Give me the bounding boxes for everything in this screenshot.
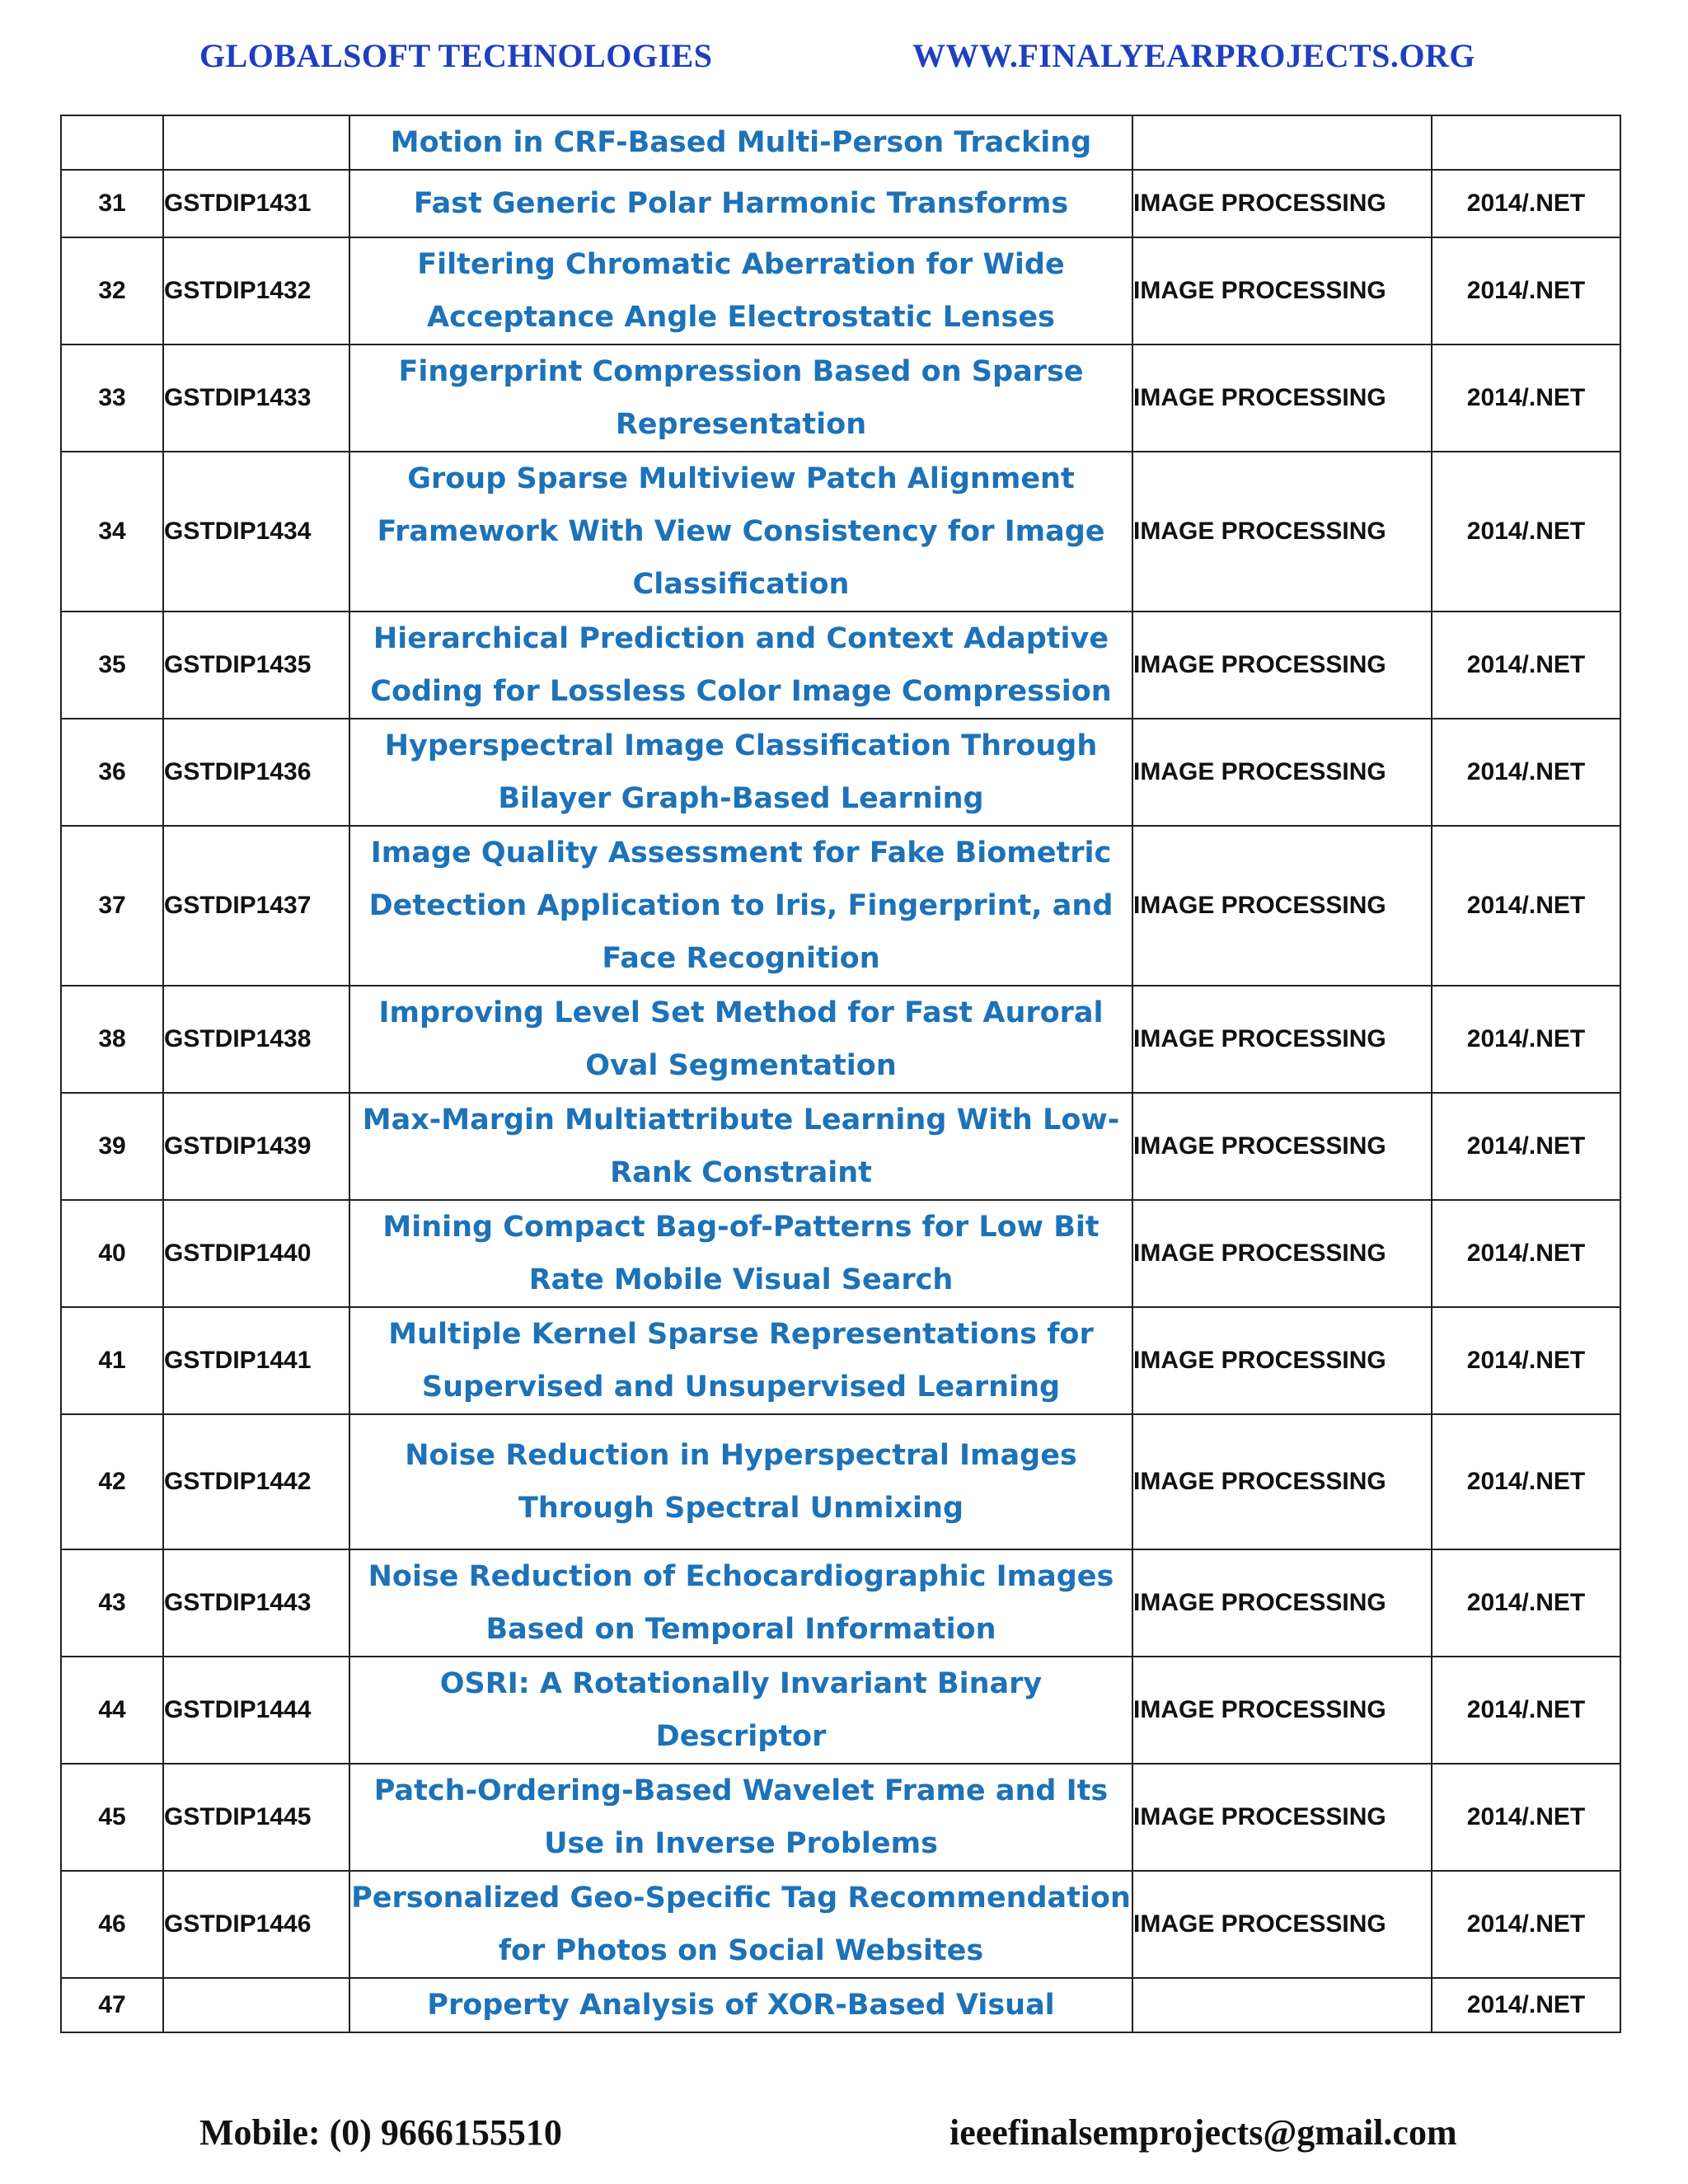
project-domain: IMAGE PROCESSING: [1132, 1549, 1432, 1657]
projects-table-body: [61, 115, 1620, 2032]
project-title[interactable]: Mining Compact Bag-of-Patterns for Low Bit Rate Mobile Visual Search: [349, 1200, 1132, 1307]
row-number: 31: [61, 170, 163, 237]
table-row: [61, 1414, 1620, 1549]
project-domain: IMAGE PROCESSING: [1132, 452, 1432, 612]
table-row: [61, 612, 1620, 719]
row-number: 33: [61, 344, 163, 452]
project-year: 2014/.NET: [1432, 1414, 1620, 1549]
table-row: [61, 1764, 1620, 1871]
project-code: GSTDIP1439: [163, 1093, 349, 1200]
table-row: [61, 237, 1620, 344]
project-domain: IMAGE PROCESSING: [1132, 344, 1432, 452]
project-title[interactable]: Hyperspectral Image Classification Through Bilayer Graph-Based Learning: [349, 719, 1132, 826]
project-title[interactable]: Noise Reduction of Echocardiographic Images Based on Temporal Information: [349, 1549, 1132, 1657]
table-row: [61, 1549, 1620, 1657]
project-year: 2014/.NET: [1432, 826, 1620, 986]
row-number: 35: [61, 612, 163, 719]
project-title[interactable]: Fast Generic Polar Harmonic Transforms: [349, 170, 1132, 237]
project-code: GSTDIP1443: [163, 1549, 349, 1657]
project-year: 2014/.NET: [1432, 1764, 1620, 1871]
project-year: 2014/.NET: [1432, 1871, 1620, 1978]
project-domain: IMAGE PROCESSING: [1132, 1764, 1432, 1871]
page-footer: [0, 2111, 1688, 2161]
project-year: 2014/.NET: [1432, 1657, 1620, 1764]
project-code: GSTDIP1441: [163, 1307, 349, 1414]
project-year: 2014/.NET: [1432, 1307, 1620, 1414]
email-address[interactable]: ieeefinalsemprojects@gmail.com: [950, 2112, 1457, 2153]
project-title[interactable]: Image Quality Assessment for Fake Biometric Detection Application to Iris, Fingerprint, and Face Recognition: [349, 826, 1132, 986]
project-year: [1432, 115, 1620, 170]
row-number: 43: [61, 1549, 163, 1657]
project-year: 2014/.NET: [1432, 612, 1620, 719]
row-number: 37: [61, 826, 163, 986]
row-number: [61, 115, 163, 170]
project-year: 2014/.NET: [1432, 1549, 1620, 1657]
project-code: GSTDIP1435: [163, 612, 349, 719]
project-title[interactable]: Patch-Ordering-Based Wavelet Frame and Its Use in Inverse Problems: [349, 1764, 1132, 1871]
project-title[interactable]: Group Sparse Multiview Patch Alignment Framework With View Consistency for Image Classification: [349, 452, 1132, 612]
table-row: [61, 344, 1620, 452]
project-domain: IMAGE PROCESSING: [1132, 1200, 1432, 1307]
row-number: 38: [61, 986, 163, 1093]
row-number: 32: [61, 237, 163, 344]
project-domain: IMAGE PROCESSING: [1132, 719, 1432, 826]
project-domain: IMAGE PROCESSING: [1132, 170, 1432, 237]
project-code: GSTDIP1440: [163, 1200, 349, 1307]
project-code: GSTDIP1434: [163, 452, 349, 612]
website-link[interactable]: WWW.FINALYEARPROJECTS.ORG: [912, 37, 1475, 74]
table-row: [61, 986, 1620, 1093]
row-number: 46: [61, 1871, 163, 1978]
project-domain: [1132, 1978, 1432, 2032]
row-number: 45: [61, 1764, 163, 1871]
row-number: 41: [61, 1307, 163, 1414]
project-code: GSTDIP1438: [163, 986, 349, 1093]
project-year: 2014/.NET: [1432, 1978, 1620, 2032]
project-domain: [1132, 115, 1432, 170]
project-code: GSTDIP1444: [163, 1657, 349, 1764]
project-title[interactable]: Fingerprint Compression Based on Sparse Representation: [349, 344, 1132, 452]
project-year: 2014/.NET: [1432, 1093, 1620, 1200]
project-code: GSTDIP1437: [163, 826, 349, 986]
project-title[interactable]: Improving Level Set Method for Fast Auroral Oval Segmentation: [349, 986, 1132, 1093]
project-code: [163, 1978, 349, 2032]
project-domain: IMAGE PROCESSING: [1132, 237, 1432, 344]
project-title[interactable]: Max-Margin Multiattribute Learning With Low-Rank Constraint: [349, 1093, 1132, 1200]
project-domain: IMAGE PROCESSING: [1132, 1657, 1432, 1764]
project-domain: IMAGE PROCESSING: [1132, 612, 1432, 719]
project-code: GSTDIP1442: [163, 1414, 349, 1549]
row-number: 47: [61, 1978, 163, 2032]
project-year: 2014/.NET: [1432, 170, 1620, 237]
table-row: [61, 1657, 1620, 1764]
table-row: [61, 1307, 1620, 1414]
row-number: 34: [61, 452, 163, 612]
table-row: [61, 1871, 1620, 1978]
project-domain: IMAGE PROCESSING: [1132, 1093, 1432, 1200]
table-row: [61, 170, 1620, 237]
project-title[interactable]: Multiple Kernel Sparse Representations for Supervised and Unsupervised Learning: [349, 1307, 1132, 1414]
project-year: 2014/.NET: [1432, 719, 1620, 826]
project-year: 2014/.NET: [1432, 986, 1620, 1093]
project-domain: IMAGE PROCESSING: [1132, 826, 1432, 986]
project-year: 2014/.NET: [1432, 1200, 1620, 1307]
company-name: GLOBALSOFT TECHNOLOGIES: [199, 37, 713, 74]
project-title[interactable]: Personalized Geo-Specific Tag Recommendation for Photos on Social Websites: [349, 1871, 1132, 1978]
project-title[interactable]: Hierarchical Prediction and Context Adaptive Coding for Lossless Color Image Compression: [349, 612, 1132, 719]
project-title[interactable]: OSRI: A Rotationally Invariant Binary Descriptor: [349, 1657, 1132, 1764]
project-code: GSTDIP1433: [163, 344, 349, 452]
projects-table: [60, 115, 1621, 2033]
project-title[interactable]: Filtering Chromatic Aberration for Wide Acceptance Angle Electrostatic Lenses: [349, 237, 1132, 344]
row-number: 36: [61, 719, 163, 826]
project-year: 2014/.NET: [1432, 344, 1620, 452]
project-code: GSTDIP1431: [163, 170, 349, 237]
project-code: GSTDIP1446: [163, 1871, 349, 1978]
table-row: [61, 719, 1620, 826]
table-row: [61, 1093, 1620, 1200]
mobile-number: Mobile: (0) 9666155510: [199, 2112, 562, 2153]
table-row: [61, 826, 1620, 986]
table-row: [61, 452, 1620, 612]
row-number: 42: [61, 1414, 163, 1549]
project-domain: IMAGE PROCESSING: [1132, 1871, 1432, 1978]
table-row: [61, 1978, 1620, 2032]
table-row: [61, 115, 1620, 170]
project-code: GSTDIP1436: [163, 719, 349, 826]
project-domain: IMAGE PROCESSING: [1132, 986, 1432, 1093]
row-number: 39: [61, 1093, 163, 1200]
project-code: GSTDIP1445: [163, 1764, 349, 1871]
row-number: 40: [61, 1200, 163, 1307]
project-code: [163, 115, 349, 170]
table-row: [61, 1200, 1620, 1307]
project-domain: IMAGE PROCESSING: [1132, 1307, 1432, 1414]
row-number: 44: [61, 1657, 163, 1764]
project-domain: IMAGE PROCESSING: [1132, 1414, 1432, 1549]
project-code: GSTDIP1432: [163, 237, 349, 344]
project-title[interactable]: Motion in CRF-Based Multi-Person Tracking: [349, 115, 1132, 170]
page-header: [0, 36, 1688, 82]
project-title[interactable]: Property Analysis of XOR-Based Visual: [349, 1978, 1132, 2032]
project-year: 2014/.NET: [1432, 237, 1620, 344]
project-title[interactable]: Noise Reduction in Hyperspectral Images Through Spectral Unmixing: [349, 1414, 1132, 1549]
project-year: 2014/.NET: [1432, 452, 1620, 612]
